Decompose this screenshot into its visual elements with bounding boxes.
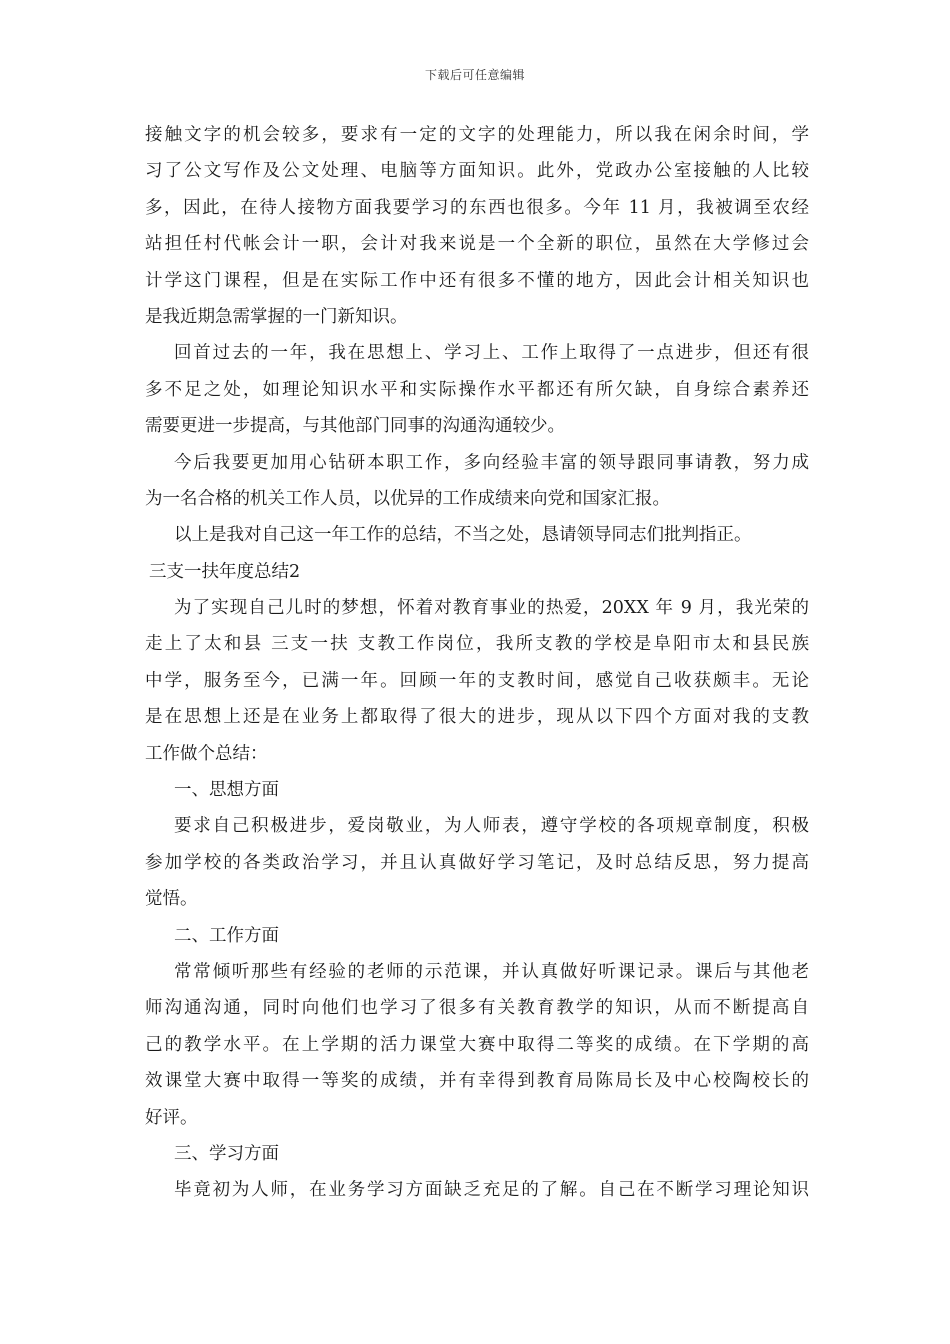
text-line: 为了实现自己儿时的梦想，怀着对教育事业的热爱，20XX 年 9 月，我光荣的 <box>174 598 809 619</box>
section-title: 三支一扶年度总结2 <box>149 561 301 582</box>
subsection-heading: 一、思想方面 <box>174 780 279 801</box>
text-line: 今后我要更加用心钻研本职工作，多向经验丰富的领导跟同事请教，努力成 <box>174 452 809 473</box>
text-line: 工作做个总结： <box>145 743 268 764</box>
text-line: 多，因此，在待人接物方面我要学习的东西也很多。今年 11 月，我被调至农经 <box>145 197 809 218</box>
text-line: 师沟通沟通，同时向他们也学习了很多有关教育教学的知识，从而不断提高自 <box>145 998 809 1019</box>
text-line: 走上了太和县 三支一扶 支教工作岗位，我所支教的学校是阜阳市太和县民族 <box>145 634 809 655</box>
text-line: 回首过去的一年，我在思想上、学习上、工作上取得了一点进步，但还有很 <box>174 343 809 364</box>
text-line: 是我近期急需掌握的一门新知识。 <box>145 306 408 327</box>
text-line: 以上是我对自己这一年工作的总结，不当之处，恳请领导同志们批判指正。 <box>174 525 752 546</box>
header-note: 下载后可任意编辑 <box>424 68 525 82</box>
text-line: 多不足之处，如理论知识水平和实际操作水平都还有所欠缺，自身综合素养还 <box>145 379 809 400</box>
text-line: 为一名合格的机关工作人员，以优异的工作成绩来向党和国家汇报。 <box>145 488 670 509</box>
text-line: 中学，服务至今，已满一年。回顾一年的支教时间，感觉自己收获颇丰。无论 <box>145 670 809 691</box>
text-line: 己的教学水平。在上学期的活力课堂大赛中取得二等奖的成绩。在下学期的高 <box>145 1034 809 1055</box>
text-line: 需要更进一步提高，与其他部门同事的沟通沟通较少。 <box>145 416 565 437</box>
text-line: 计学这门课程，但是在实际工作中还有很多不懂的地方，因此会计相关知识也 <box>145 270 809 291</box>
text-line: 要求自己积极进步，爱岗敬业，为人师表，遵守学校的各项规章制度，积极 <box>174 816 809 837</box>
text-line: 站担任村代帐会计一职，会计对我来说是一个全新的职位，虽然在大学修过会 <box>145 234 809 255</box>
subsection-heading: 二、工作方面 <box>174 925 279 946</box>
text-line: 是在思想上还是在业务上都取得了很大的进步，现从以下四个方面对我的支教 <box>145 707 809 728</box>
text-line: 参加学校的各类政治学习，并且认真做好学习笔记，及时总结反思，努力提高 <box>145 852 809 873</box>
subsection-heading: 三、学习方面 <box>174 1143 279 1164</box>
text-line: 接触文字的机会较多，要求有一定的文字的处理能力，所以我在闲余时间，学 <box>145 125 809 145</box>
text-line: 毕竟初为人师，在业务学习方面缺乏充足的了解。自己在不断学习理论知识 <box>174 1180 809 1201</box>
text-line: 常常倾听那些有经验的老师的示范课，并认真做好听课记录。课后与其他老 <box>174 961 809 982</box>
document-body <box>145 117 809 1209</box>
text-line: 习了公文写作及公文处理、电脑等方面知识。此外，党政办公室接触的人比较 <box>145 161 809 182</box>
text-line: 觉悟。 <box>145 889 198 910</box>
text-line: 效课堂大赛中取得一等奖的成绩，并有幸得到教育局陈局长及中心校陶校长的 <box>145 1071 809 1092</box>
text-line: 好评。 <box>145 1107 198 1128</box>
